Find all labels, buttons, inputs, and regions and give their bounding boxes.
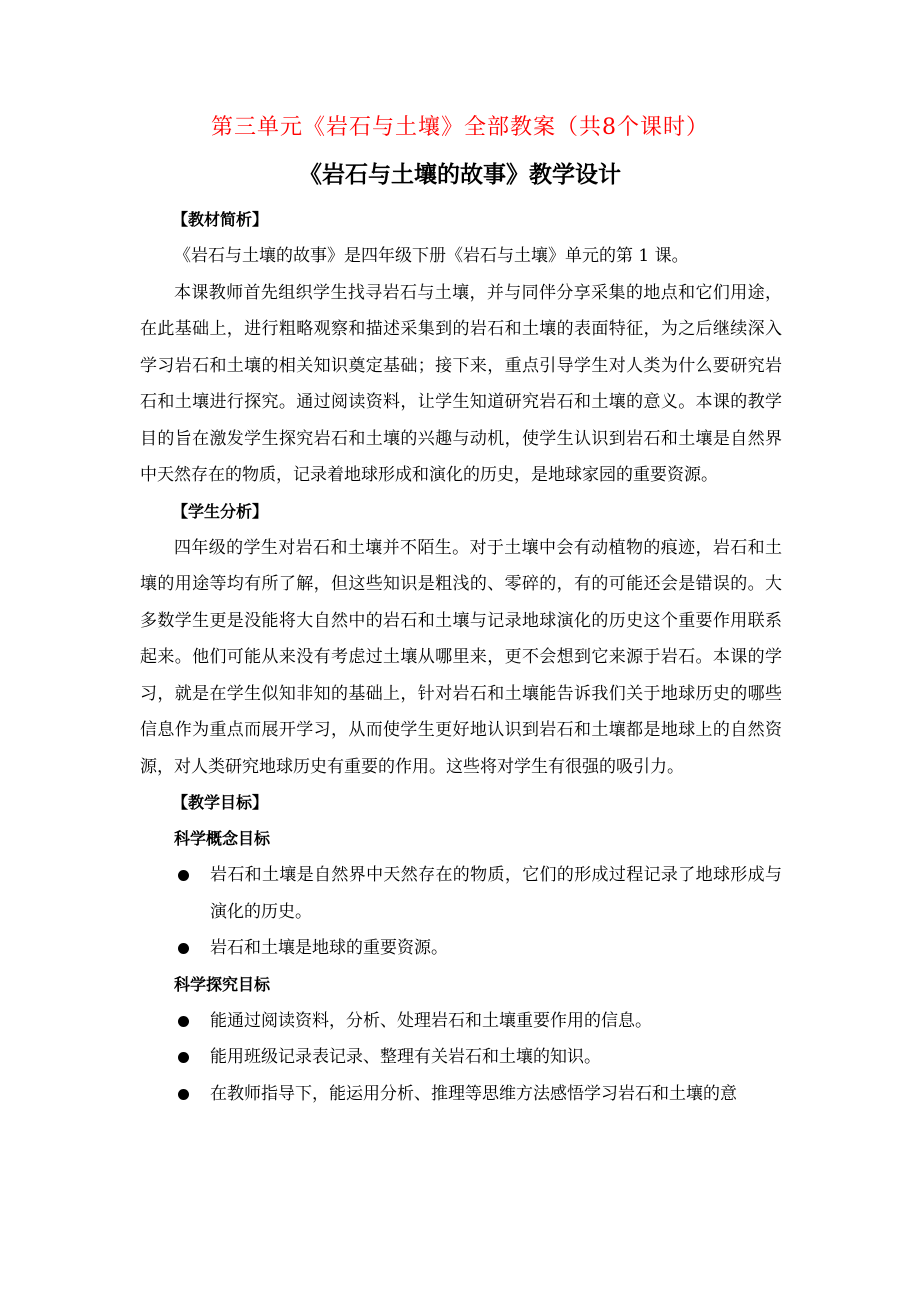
list-item-text: 岩石和土壤是自然界中天然存在的物质，它们的形成过程记录了地球形成与演化的历史。 bbox=[210, 865, 782, 922]
list-item bbox=[140, 857, 782, 930]
subheading-inquiry-goals: 科学探究目标 bbox=[174, 974, 271, 994]
bullet-icon bbox=[178, 1089, 189, 1100]
section-heading-textbook: 【教材简析】 bbox=[172, 210, 269, 229]
bullet-icon bbox=[178, 870, 189, 881]
list-item-text: 岩石和土壤是地球的重要资源。 bbox=[210, 938, 448, 958]
bullet-icon bbox=[178, 1052, 189, 1063]
paragraph: 四年级的学生对岩石和土壤并不陌生。对于土壤中会有动植物的痕迹，岩石和土壤的用途等均有所了解，但这些知识是粗浅的、零碎的，有的可能还会是错误的。大多数学生更是没能将大自然中的岩石和土壤与记录地球演化的历史这个重要作用联系起来。他们可能从来没有考虑过土壤从哪里来，更不会想到它来源于岩石。本课的学习，就是在学生似知非知的基础上，针对岩石和土壤能告诉我们关于地球历史的哪些信息作为重点而展开学习，从而使学生更好地认识到岩石和土壤都是地球上的自然资源，对人类研究地球历史有重要的作用。这些将对学生有很强的吸引力。 bbox=[140, 537, 782, 777]
concept-goals-list bbox=[140, 857, 782, 967]
list-item bbox=[140, 1003, 782, 1040]
bullet-icon bbox=[178, 1016, 189, 1027]
document-body bbox=[140, 202, 782, 1112]
section-heading-students: 【学生分析】 bbox=[172, 501, 269, 521]
list-item bbox=[140, 1039, 782, 1076]
inquiry-goals-list bbox=[140, 1003, 782, 1113]
lesson-title: 《岩石与土壤的故事》教学设计 bbox=[299, 162, 621, 188]
section-heading-objectives: 【教学目标】 bbox=[172, 793, 269, 812]
list-item bbox=[140, 1076, 782, 1113]
subheading-concept-goals: 科学概念目标 bbox=[174, 829, 271, 848]
list-item-text: 能通过阅读资料，分析、处理岩石和土壤重要作用的信息。 bbox=[210, 1010, 652, 1031]
document-title: 第三单元《岩石与土壤》全部教案（共8个课时） bbox=[211, 115, 709, 140]
list-item-text: 在教师指导下，能运用分析、推理等思维方法感悟学习岩石和土壤的意 bbox=[210, 1083, 737, 1104]
list-item bbox=[140, 930, 782, 967]
list-item-text: 能用班级记录表记录、整理有关岩石和土壤的知识。 bbox=[210, 1047, 601, 1067]
paragraph: 本课教师首先组织学生找寻岩石与土壤，并与同伴分享采集的地点和它们用途，在此基础上，进行粗略观察和描述采集到的岩石和土壤的表面特征，为之后继续深入学习岩石和土壤的相关知识奠定基础；接下来，重点引导学生对人类为什么要研究岩石和土壤进行探究。通过阅读资料，让学生知道研究岩石和土壤的意义。本课的教学目的旨在激发学生探究岩石和土壤的兴趣与动机，使学生认识到岩石和土壤是自然界中天然存在的物质，记录着地球形成和演化的历史，是地球家园的重要资源。 bbox=[140, 282, 782, 485]
bullet-icon bbox=[178, 943, 189, 954]
paragraph: 《岩石与土壤的故事》是四年级下册《岩石与土壤》单元的第 1 课。 bbox=[174, 246, 689, 266]
